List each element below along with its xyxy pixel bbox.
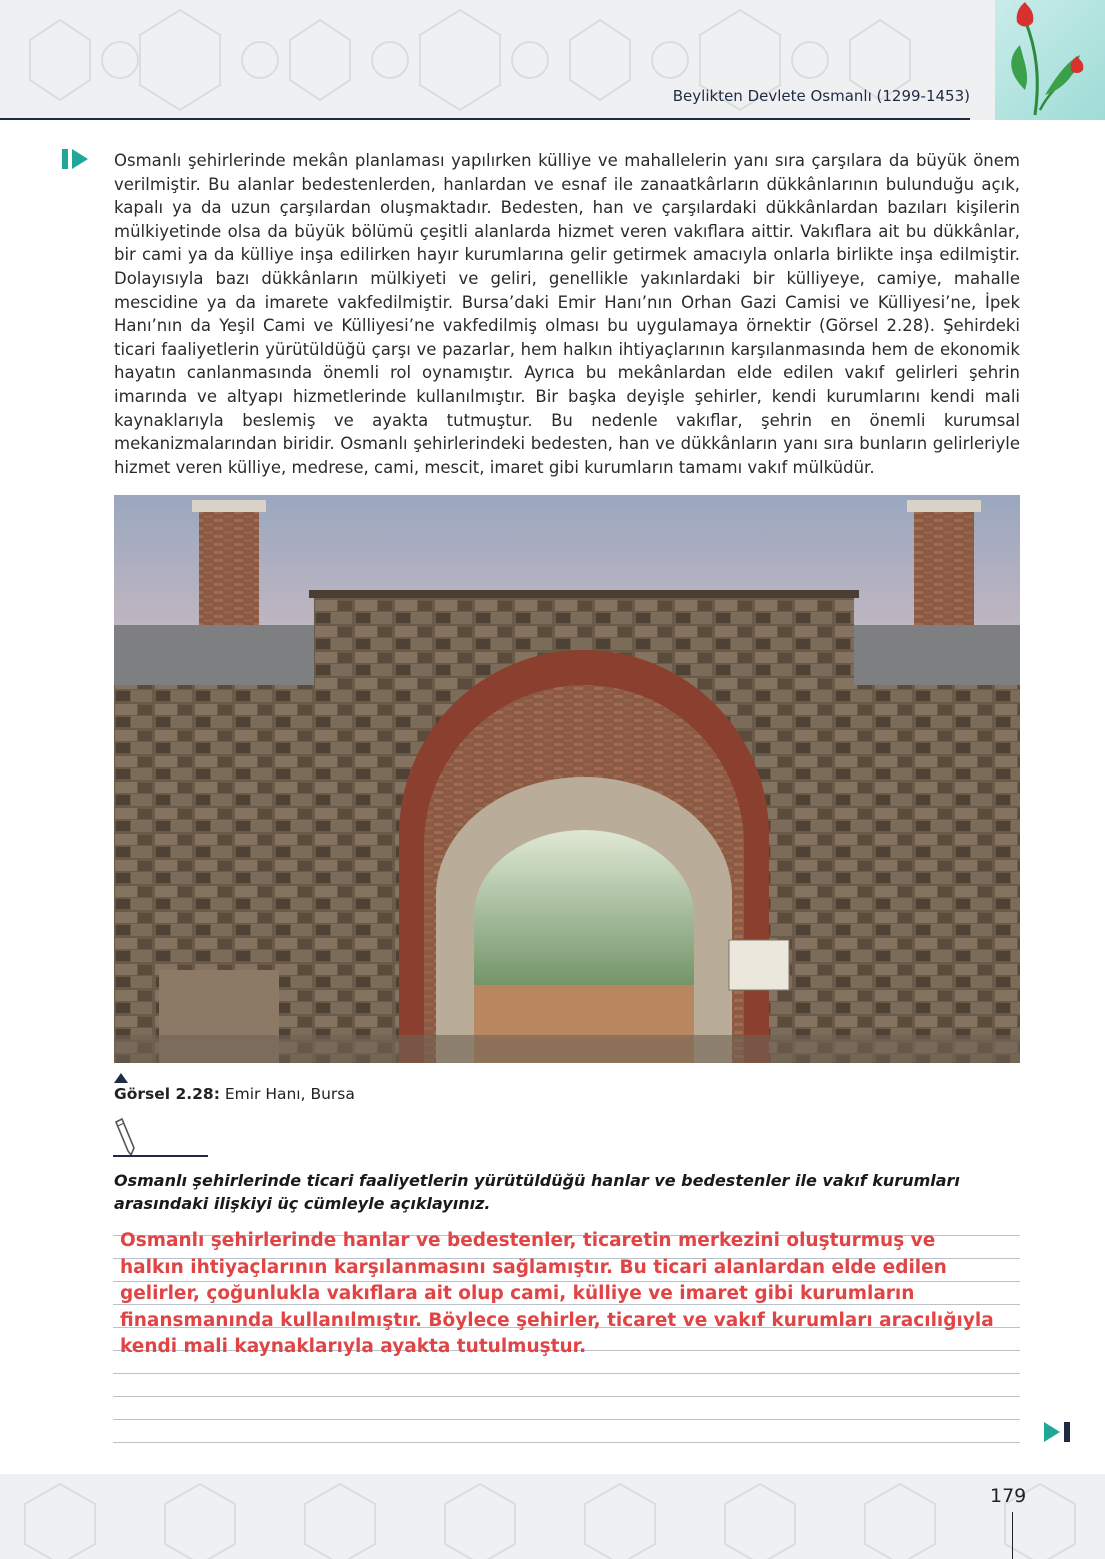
writing-line: [113, 1442, 1020, 1443]
section-start-icon: [62, 148, 92, 174]
footer-band: [0, 1474, 1105, 1559]
header-rule: [0, 118, 970, 120]
geometric-pattern: [0, 1474, 1105, 1559]
body-paragraph: Osmanlı şehirlerinde mekân planlaması yapılırken külliye ve mahallelerin yanı sıra çarşılara da büyük önem verilmiştir. Bu alanlar bedestenlerden, hanlardan ve esnaf ile zanaatkârların dükkânlarının bulunduğu açık, kapalı ya da uzun çarşılardan oluşmaktadır. Bedesten, han ve çarşılardaki dükkânlardan bazıları kişilerin mülkiyetinde olsa da büyük bölümü çeşitli alanlarda hizmet veren vakıflara aittir. Vakıflara ait bu dükkânlar, bir cami ya da külliye inşa edilirken hayır kurumlarına gelir getirmek amacıyla onlarla birlikte inşa edilmiştir. Dolayısıyla bazı dükkânların mülkiyeti ve geliri, genellikle yakınlardaki bir külliyeye, camiye, mahalle mescidine ya da imarete vakfedilmiştir. Bursa’daki Emir Hanı’nın Orhan Gazi Camisi ve Külliyesi’ne, İpek Hanı’nın da Yeşil Cami ve Külliyesi’ne vakfedilmiş olması bu uygulamaya örnektir (Görsel 2.28). Şehirdeki ticari faaliyetlerin yürütüldüğü çarşı ve pazarlar, hem halkın ihtiyaçlarının karşılanmasında hem de ekonomik hayatın canlanmasında önemli rol oynamıştır. Ayrıca bu mekânlardan elde edilen vakıf gelirleri şehrin imarında ve altyapı hizmetlerinde kullanılmıştır. Bir başka deyişle şehirler, kendi kurumlarını kendi mali kaynaklarıyla beslemiş ve ayakta tutmuştur. Bu nedenle vakıflar, şehrin en önemli kurumsal mekanizmalarından biridir. Osmanlı şehirlerindeki bedesten, han ve dükkânların yanı sıra bunların gelirleriyle hizmet veren külliye, medrese, cami, mescit, imaret gibi kurumların tamamı vakıf mülküdür.: [114, 151, 1020, 477]
pencil-underline: [113, 1155, 208, 1157]
header-band: [0, 0, 1105, 120]
answer-text[interactable]: Osmanlı şehirlerinde hanlar ve bedestenler, ticaretin merkezini oluşturmuş ve halkın ihtiyaçlarının karşılanmasını sağlamıştır. Bu ticari alanlardan elde edilen gelirler, çoğunlukla vakıflara ait olup cami, külliye ve imaret gibi kurumların finansmanında kullanılmıştır. Böylece şehirler, ticaret ve vakıf kurumları aracılığıyla kendi mali kaynaklarıyla ayakta tutulmuştur.: [120, 1230, 994, 1357]
writing-line: [113, 1373, 1020, 1374]
page-number: 179: [990, 1485, 1027, 1507]
header-title: Beylikten Devlete Osmanlı (1299-1453): [672, 87, 970, 105]
writing-line: [113, 1396, 1020, 1397]
tulip-icon: [995, 0, 1105, 120]
pencil-icon: [113, 1118, 137, 1160]
activity-question: Osmanlı şehirlerinde ticari faaliyetlerin yürütüldüğü hanlar ve bedestenler ile vakıf kurumları arasındaki ilişkiyi üç cümleyle açıklayınız.: [114, 1171, 960, 1213]
tulip-corner: [995, 0, 1105, 120]
emir-hani-photo: [114, 495, 1020, 1063]
caption-text: Emir Hanı, Bursa: [219, 1085, 355, 1103]
page-number-rule: [1012, 1512, 1013, 1559]
caption-label: Görsel 2.28:: [114, 1085, 220, 1103]
writing-line: [113, 1419, 1020, 1420]
photo-caption: [114, 1085, 355, 1103]
section-end-icon: [1042, 1421, 1072, 1447]
